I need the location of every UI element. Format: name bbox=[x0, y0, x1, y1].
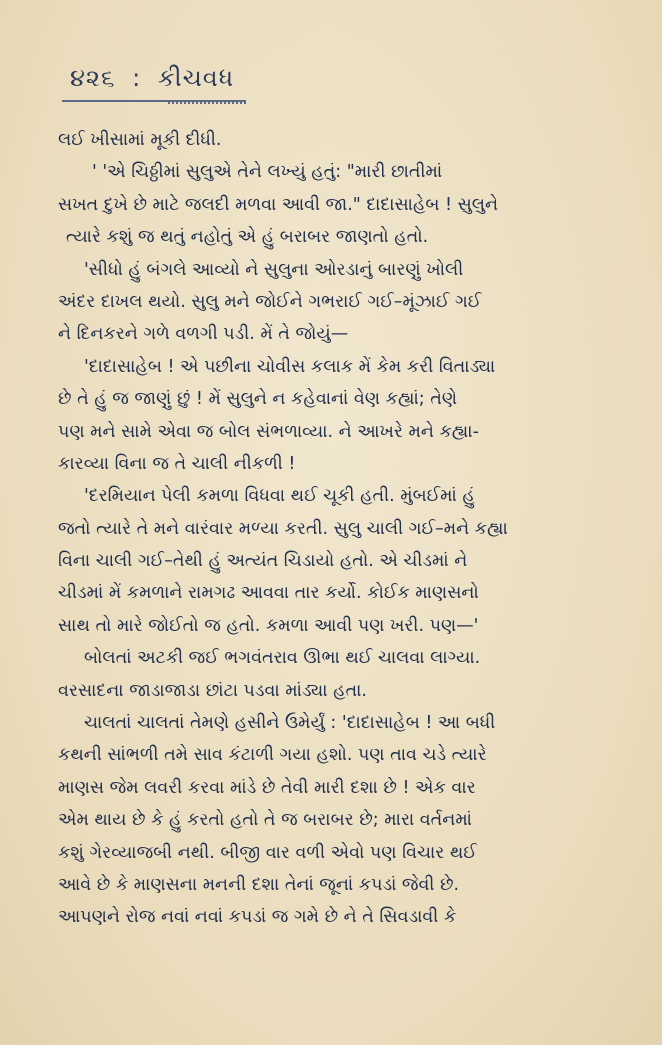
text-line: આવે છે કે માણસના મનની દશા તેનાં જૂનાં કપડાં જેવી છે. bbox=[58, 874, 460, 895]
text-line: લઈ ખીસામાં મૂકી દીધી. bbox=[58, 130, 222, 150]
text-line: ત્યારે કશું જ થતું નહોતું એ હું બરાબર જાણતો હતો. bbox=[66, 227, 429, 248]
text-line: ચીડમાં મેં કમળાને રામગઢ આવવા તાર કર્યો. કોઈક માણસનો bbox=[58, 583, 479, 604]
text-line: સખત દુખે છે માટે જલદી મળવા આવી જા." દાદાસાહેબ ! સુલુને bbox=[58, 194, 499, 215]
text-line: સાથ તો મારે જોઈતો જ હતો. કમળા આવી પણ ખરી. પણ—' bbox=[58, 615, 479, 636]
text-line: કથની સાંભળી તમે સાવ કંટાળી ગયા હશો. પણ તાવ ચડે ત્યારે bbox=[58, 745, 487, 766]
text-line: 'દાદાસાહેબ ! એ પછીના ચોવીસ કલાક મેં કેમ કરી વિતાડ્યા bbox=[84, 356, 496, 377]
body-text bbox=[58, 124, 618, 934]
text-line: છે તે હું જ જાણું છું ! મેં સુલુને ન કહેવાનાં વેણ કહ્યાં; તેણે bbox=[58, 389, 458, 410]
text-line: બોલતાં અટકી જઈ ભગવંતરાવ ઊભા થઈ ચાલવા લાગ્યા. bbox=[84, 648, 481, 669]
page-number: ૪૨૬ bbox=[70, 64, 116, 92]
text-line: એમ થાય છે કે હું કરતો હતો તે જ બરાબર છે; મારા વર્તનમાં bbox=[58, 810, 472, 831]
text-line: વરસાદના જાડાજાડા છાંટા પડવા માંડ્યા હતા. bbox=[58, 680, 367, 701]
text-line: 'સીધો હું બંગલે આવ્યો ને સુલુના ઓરડાનું બારણું ખોલી bbox=[84, 259, 464, 280]
text-line: અંદર દાખલ થયો. સુલુ મને જોઈને ગભરાઈ ગઈ–મૂંઝાઈ ગઈ bbox=[58, 291, 482, 312]
text-line: જતો ત્યારે તે મને વારંવાર મળ્યા કરતી. સુલુ ચાલી ગઈ–મને કહ્યા bbox=[58, 518, 508, 539]
text-line: કારવ્યા વિના જ તે ચાલી નીકળી ! bbox=[58, 453, 296, 474]
running-header bbox=[70, 64, 234, 92]
header-separator: : bbox=[132, 64, 142, 92]
text-line: ને દિનકરને ગળે વળગી પડી. મેં તે જોયું— bbox=[58, 324, 349, 345]
header-ornament bbox=[168, 96, 246, 104]
book-title: કીચવધ bbox=[157, 64, 235, 92]
text-line: વિના ચાલી ગઈ–તેથી હું અત્યંત ચિડાયો હતો. એ ચીડમાં ને bbox=[58, 551, 468, 572]
text-line: માણસ જેમ લવરી કરવા માંડે છે તેવી મારી દશા છે ! એક વાર bbox=[58, 777, 476, 798]
text-line: કશું ગેરવ્યાજબી નથી. બીજી વાર વળી એવો પણ વિચાર થઈ bbox=[58, 842, 477, 863]
text-line: આપણને રોજ નવાં નવાં કપડાં જ ગમે છે ને તે સિવડાવી કે bbox=[58, 907, 457, 928]
text-line: 'દરમિયાન પેલી કમળા વિધવા થઈ ચૂકી હતી. મુંબઈમાં હું bbox=[84, 486, 475, 507]
text-line: પણ મને સામે એવા જ બોલ સંભળાવ્યા. ને આખરે મને કહ્યા- bbox=[58, 421, 479, 442]
text-line: ' 'એ ચિઠ્ઠીમાં સુલુએ તેને લખ્યું હતું: "મારી છાતીમાં bbox=[92, 162, 443, 183]
text-line: ચાલતાં ચાલતાં તેમણે હસીને ઉમેર્યું : 'દાદાસાહેબ ! આ બધી bbox=[84, 713, 496, 734]
